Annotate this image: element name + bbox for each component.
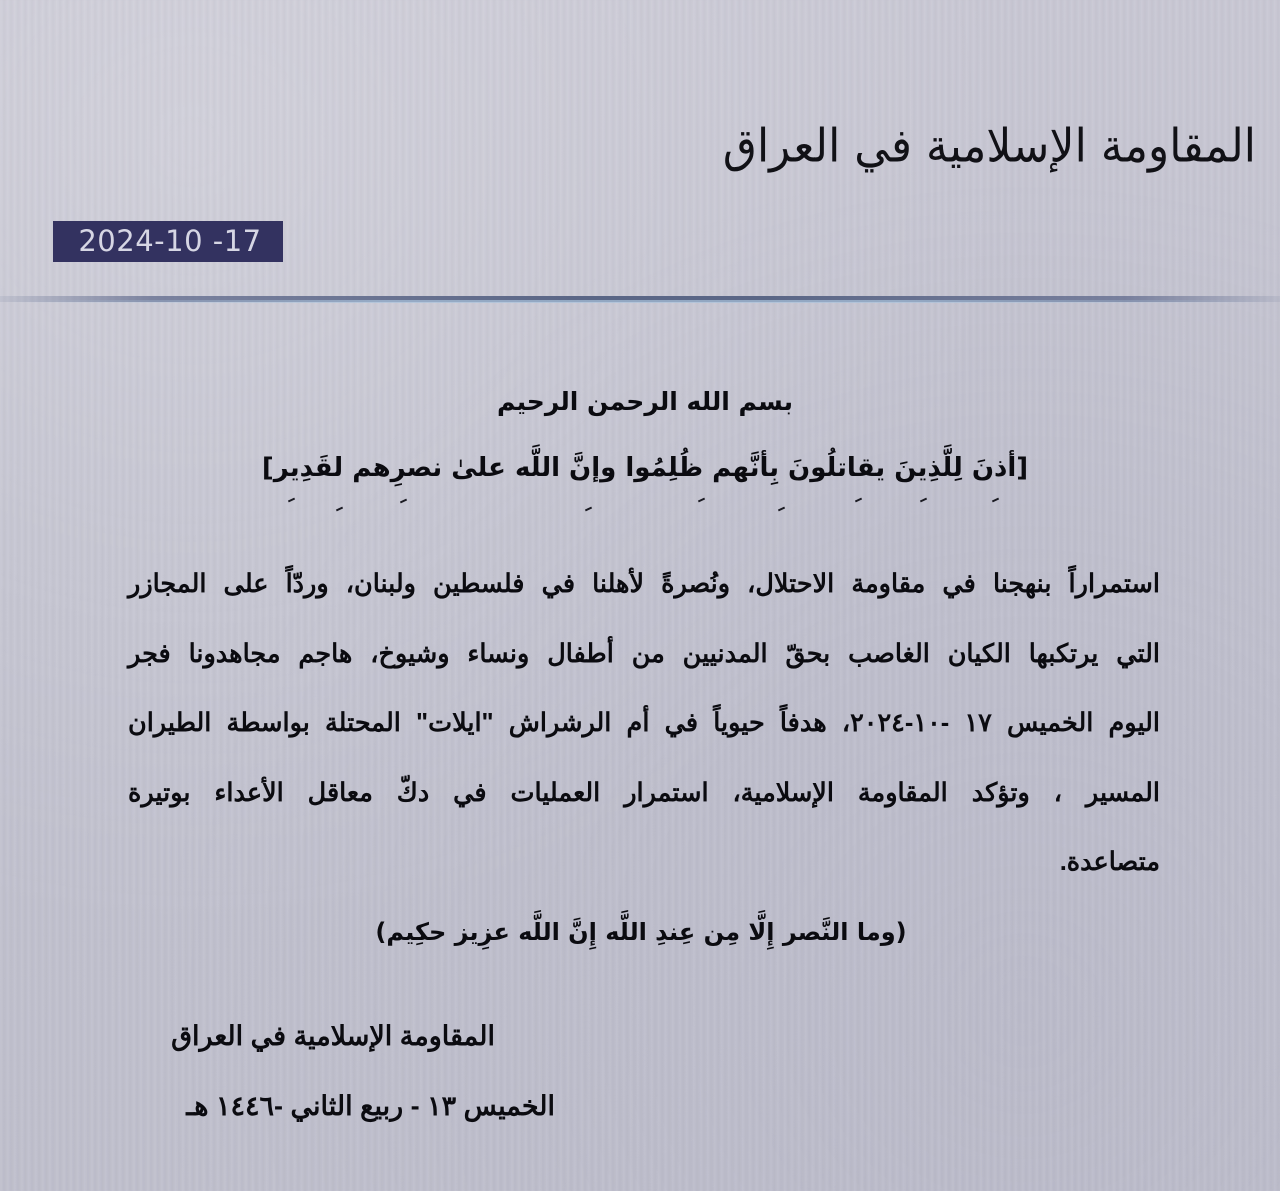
statement-body xyxy=(128,550,1160,898)
header-divider xyxy=(0,296,1280,302)
verse-diacritic-marks xyxy=(280,497,1020,511)
signature-hijri-date: الخميس ١٣ - ربيع الثاني -١٤٤٦ هـ xyxy=(186,1091,555,1121)
body-line: التي يرتكبها الكيان الغاصب بحقّ المدنيين من أطفال ونساء وشيوخ، هاجم مجاهدونا فجر xyxy=(128,639,1160,668)
basmala-heading: بسم الله الرحمن الرحيم xyxy=(497,387,793,416)
body-line: اليوم الخميس ١٧ -١٠-٢٠٢٤، هدفاً حيوياً في أم الرشراش "ايلات" المحتلة بواسطة الطيران xyxy=(128,709,1160,738)
body-line: المسير ، وتؤكد المقاومة الإسلامية، استمرار العمليات في دكّ معاقل الأعداء بوتيرة xyxy=(128,778,1160,807)
opening-verse: [أذنَ لِلَّذِينَ يقاتلُونَ بِأنَّهم ظُلِمُوا وإنَّ اللَّه علىٰ نصرِهم لقَدِير] xyxy=(261,453,1029,483)
signature-organization: المقاومة الإسلامية في العراق xyxy=(171,1021,495,1051)
organization-logo: المقاومة الإسلامية في العراق xyxy=(722,119,1256,174)
body-line: استمراراً بنهجنا في مقاومة الاحتلال، ونُصرةً لأهلنا في فلسطين ولبنان، وردّاً على المجازر xyxy=(128,570,1160,598)
date-badge: 2024-10 -17 xyxy=(53,221,283,262)
body-line: متصاعدة. xyxy=(1059,848,1160,877)
closing-verse: (وما النَّصر إِلَّا مِن عِندِ اللَّه إِنَّ اللَّه عزِيز حكِيم) xyxy=(375,918,907,946)
